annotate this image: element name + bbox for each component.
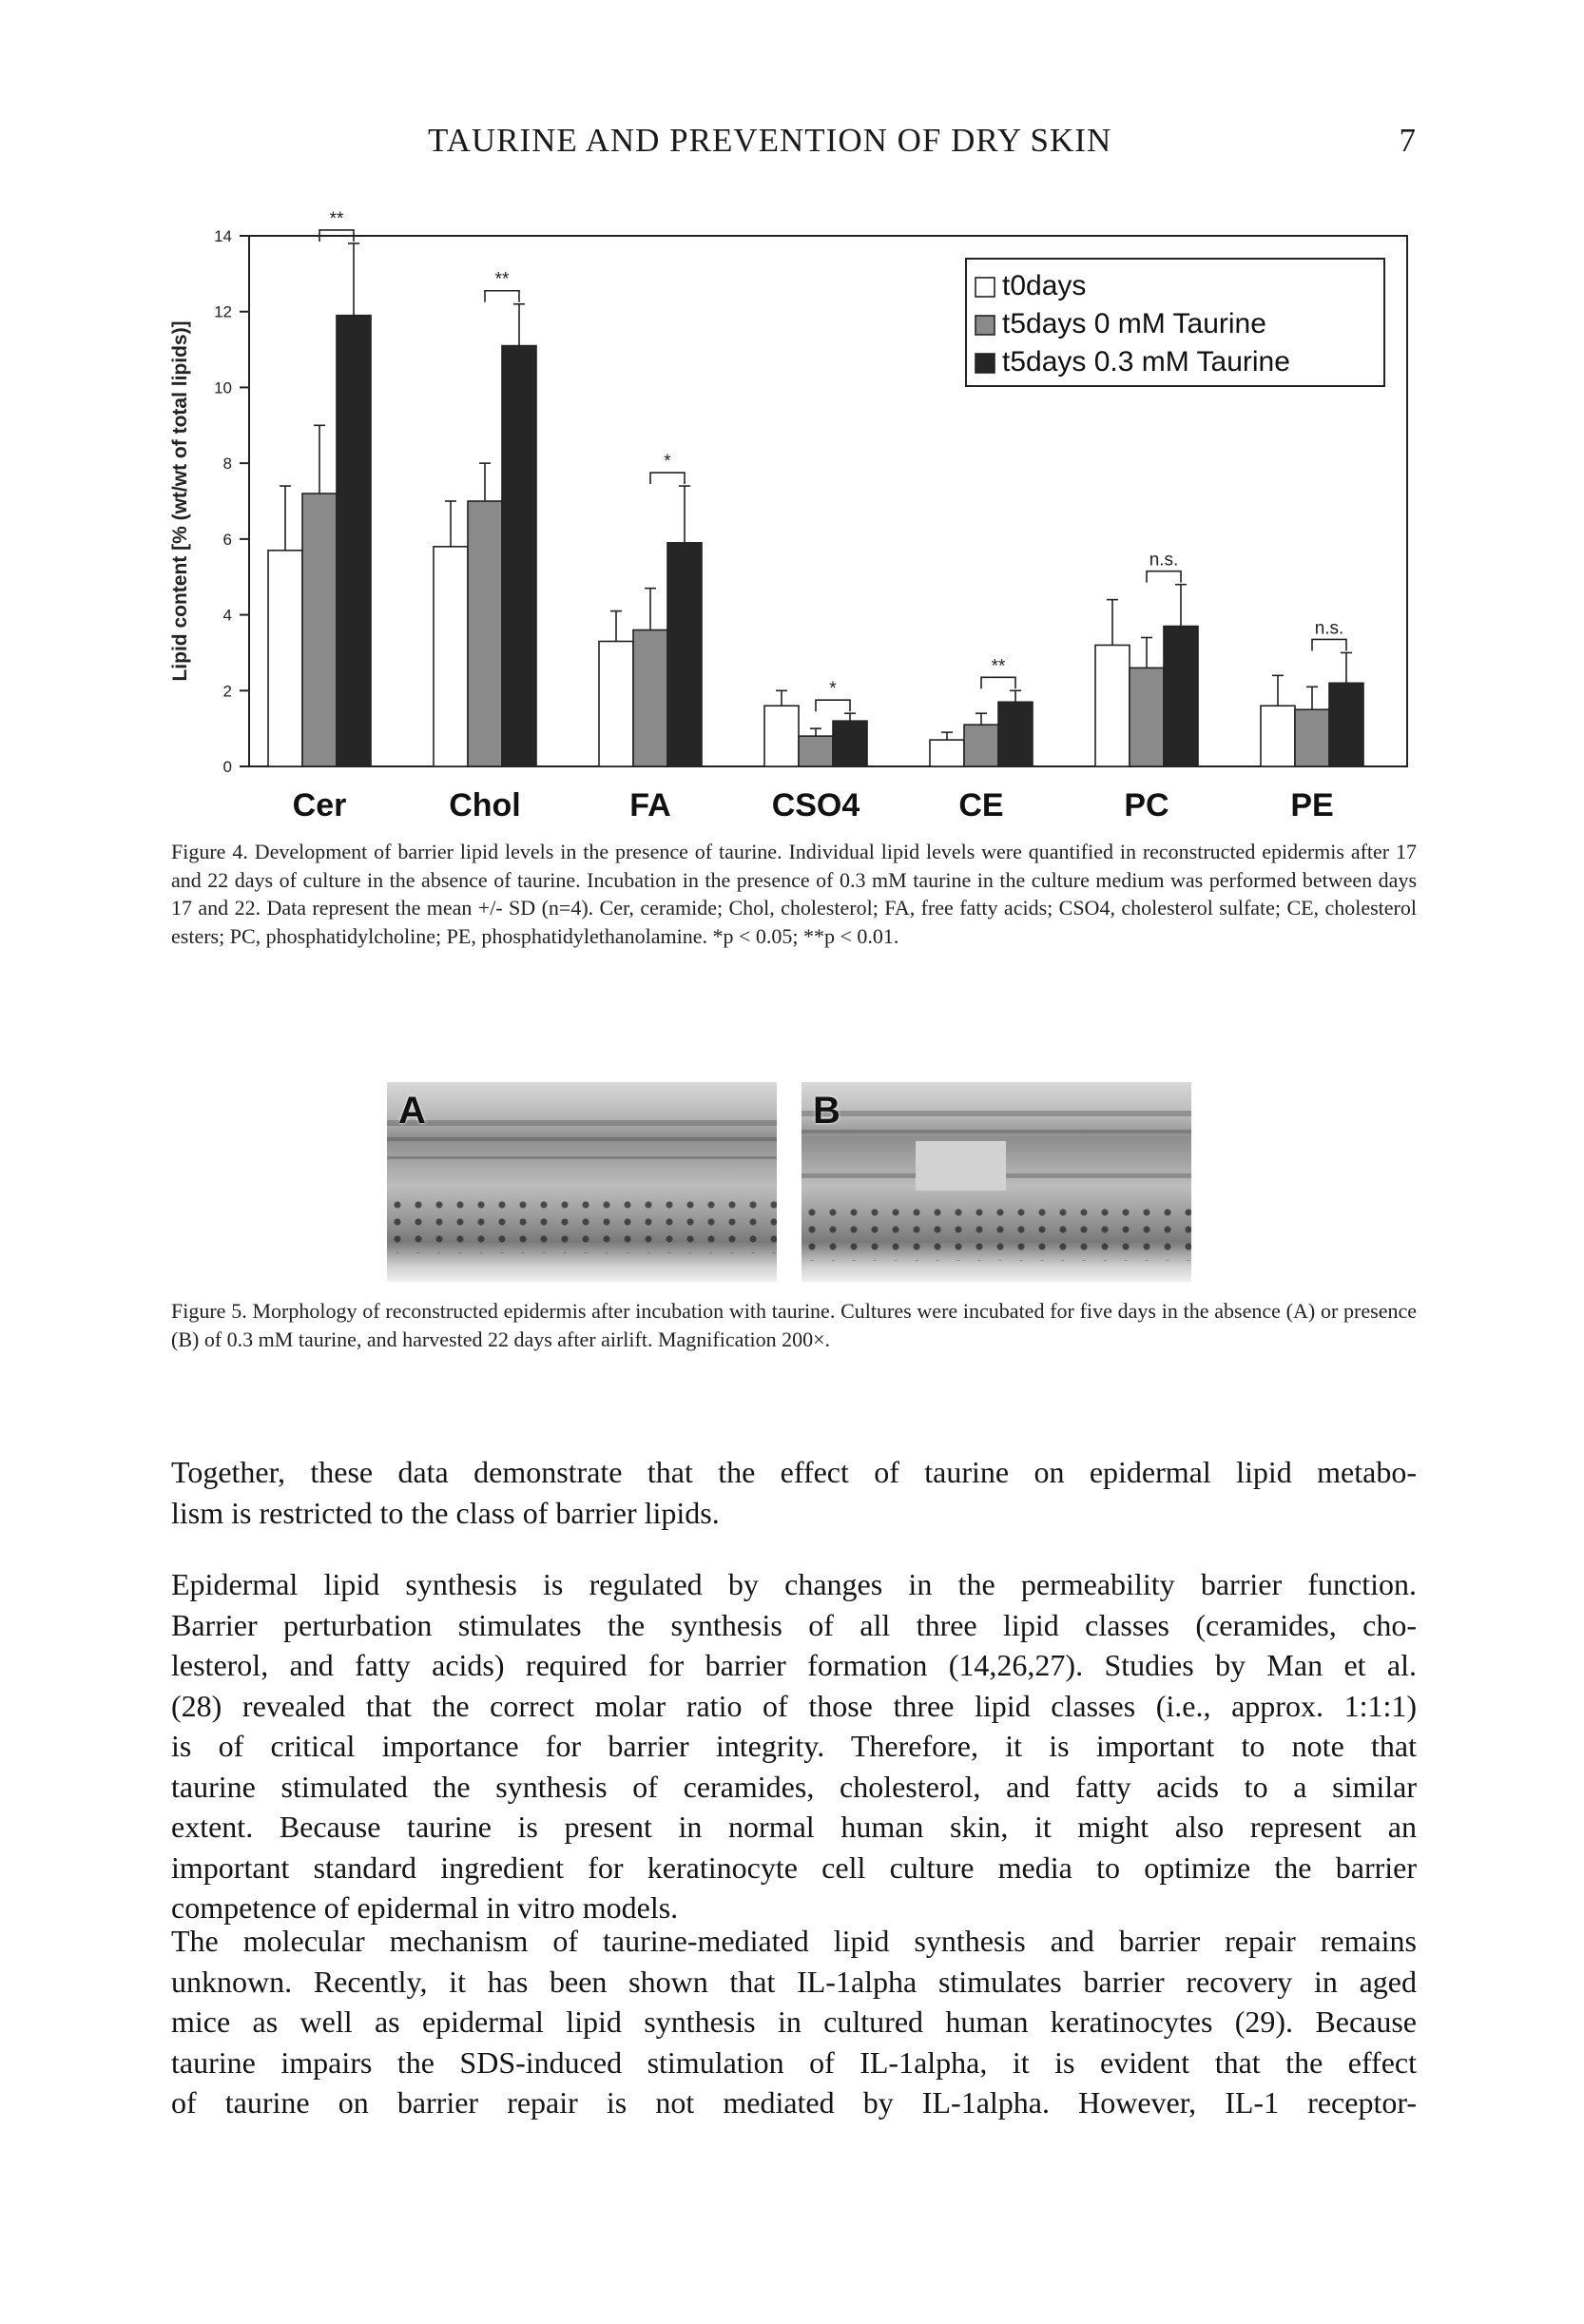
paragraph-line: taurine impairs the SDS-induced stimulation of IL-1alpha, it is evident that the effect — [171, 2044, 1417, 2080]
category-label-cso4: CSO4 — [771, 787, 860, 823]
y-tick-label: 6 — [222, 530, 232, 549]
paragraph-line: is of critical importance for barrier integrity. Therefore, it is important to note that — [171, 1729, 1417, 1763]
figure-4-label: Figure 4. — [171, 840, 248, 863]
figure-4-caption — [171, 838, 1417, 950]
significance-bracket — [650, 473, 685, 484]
legend-swatch — [976, 316, 995, 335]
bar-cso4-series-3 — [833, 721, 867, 766]
micrograph-panel-b — [802, 1082, 1191, 1282]
legend-entry: t5days 0.3 mM Taurine — [1002, 346, 1290, 378]
page-number: 7 — [1399, 122, 1417, 159]
paragraph-line: Barrier perturbation stimulates the synthesis of all three lipid classes (ceramides, cho- — [171, 1607, 1417, 1642]
category-label-chol: Chol — [449, 787, 521, 823]
significance-label: ** — [991, 656, 1006, 677]
paragraph-line: lism is restricted to the class of barrier lipids. — [171, 1495, 720, 1530]
paragraph-3 — [171, 1921, 1417, 2123]
bar-chol-series-3 — [502, 346, 536, 766]
paragraph-line: unknown. Recently, it has been shown that IL-1alpha stimulates barrier recovery in aged — [171, 1964, 1417, 1999]
figure-4-chart — [95, 208, 1426, 837]
paragraph-2 — [171, 1564, 1417, 1928]
category-label-pc: PC — [1124, 787, 1169, 823]
y-tick-label: 4 — [222, 606, 232, 625]
figure-5-caption-text: Morphology of reconstructed epidermis after incubation with taurine. Cultures were incubated for five days in the absence (A) or presence (B) of 0.3 mM taurine, and harvested 22 days after airlift. Magnification 200×. — [171, 1299, 1417, 1351]
bar-cer-series-1 — [268, 551, 302, 766]
bar-fa-series-2 — [633, 630, 667, 766]
significance-label: n.s. — [1149, 550, 1179, 571]
significance-bracket — [981, 677, 1015, 688]
significance-bracket — [816, 700, 850, 711]
significance-bracket — [1312, 639, 1346, 650]
figure-4-caption-text: Development of barrier lipid levels in the presence of taurine. Individual lipid levels were quantified in reconstructed epidermis after 17 and 22 days of culture in the absence of taurine. Incubation in the presence of 0.3 mM taurine in the culture medium was performed between days 17 and 22. Data represent the mean +/- SD (n=4). Cer, ceramide; Chol, cholesterol; FA, free fatty acids; CSO4, cholesterol sulfate; CE, cholesterol esters; PC, phosphatidylcholine; PE, phosphatidylethanolamine. *p < 0.05; **p < 0.01. — [171, 840, 1418, 948]
significance-label: ** — [494, 269, 510, 290]
figure-5-caption — [171, 1297, 1417, 1353]
paragraph-line: extent. Because taurine is present in normal human skin, it might also represent an — [171, 1810, 1417, 1844]
significance-bracket — [485, 291, 519, 302]
bar-cer-series-2 — [302, 494, 337, 766]
paragraph-line: (28) revealed that the correct molar ratio of those three lipid classes (i.e., approx. 1:1:1) — [171, 1688, 1417, 1723]
panel-a-label: A — [398, 1090, 426, 1132]
bar-pe-series-1 — [1261, 706, 1295, 766]
bar-pe-series-3 — [1329, 683, 1363, 766]
paragraph-line: lesterol, and fatty acids) required for barrier formation (14,26,27). Studies by Man et al. — [171, 1648, 1417, 1682]
paragraph-line: of taurine on barrier repair is not mediated by IL-1alpha. However, IL-1 receptor- — [171, 2085, 1417, 2120]
paragraph-line: mice as well as epidermal lipid synthesis in cultured human keratinocytes (29). Because — [171, 2004, 1417, 2039]
bar-ce-series-2 — [964, 725, 998, 766]
bar-chol-series-1 — [434, 547, 468, 766]
running-title: TAURINE AND PREVENTION OF DRY SKIN — [428, 122, 1112, 159]
y-tick-label: 12 — [214, 302, 232, 321]
y-tick-label: 8 — [222, 455, 232, 474]
category-label-ce: CE — [958, 787, 1004, 823]
legend-entry: t5days 0 mM Taurine — [1002, 308, 1266, 339]
paragraph-line: The molecular mechanism of taurine-mediated lipid synthesis and barrier repair remains — [171, 1924, 1417, 1958]
bar-pc-series-2 — [1130, 668, 1164, 766]
paragraph-line: Epidermal lipid synthesis is regulated by changes in the permeability barrier function. — [171, 1567, 1417, 1601]
legend-swatch — [976, 354, 995, 373]
figure-5-label: Figure 5. — [171, 1299, 247, 1323]
y-tick-label: 14 — [214, 227, 232, 245]
category-label-fa: FA — [629, 787, 671, 823]
bar-pe-series-2 — [1295, 709, 1329, 766]
bar-ce-series-3 — [998, 702, 1033, 766]
category-label-pe: PE — [1290, 787, 1334, 823]
bar-fa-series-3 — [667, 543, 702, 766]
paragraph-line: Together, these data demonstrate that the effect of taurine on epidermal lipid metabo- — [171, 1455, 1417, 1489]
paragraph-line: important standard ingredient for keratinocyte cell culture media to optimize the barrier — [171, 1850, 1417, 1885]
significance-bracket — [1147, 571, 1181, 583]
legend-swatch — [976, 278, 995, 297]
y-tick-label: 2 — [222, 682, 232, 701]
paragraph-line: competence of epidermal in vitro models. — [171, 1890, 679, 1925]
bar-chol-series-2 — [468, 501, 502, 766]
significance-label: n.s. — [1314, 618, 1344, 639]
bar-cer-series-3 — [337, 316, 371, 766]
category-label-cer: Cer — [292, 787, 347, 823]
y-axis-label: Lipid content [% (wt/wt of total lipids)] — [169, 320, 191, 682]
bar-ce-series-1 — [930, 740, 964, 766]
bar-cso4-series-2 — [799, 736, 833, 766]
paragraph-line: taurine stimulated the synthesis of ceramides, cholesterol, and fatty acids to a similar — [171, 1769, 1417, 1804]
micrograph-panel-a — [387, 1082, 777, 1282]
bar-cso4-series-1 — [764, 706, 799, 766]
significance-label: * — [664, 452, 671, 473]
panel-b-label: B — [813, 1090, 840, 1132]
significance-label: ** — [329, 208, 344, 229]
significance-label: * — [829, 679, 837, 700]
paragraph-1 — [171, 1452, 1417, 1533]
y-tick-label: 10 — [214, 378, 232, 397]
y-tick-label: 0 — [222, 758, 232, 776]
bar-fa-series-1 — [599, 641, 633, 766]
bar-pc-series-1 — [1095, 645, 1130, 766]
bar-pc-series-3 — [1164, 627, 1198, 766]
legend-entry: t0days — [1002, 270, 1087, 301]
